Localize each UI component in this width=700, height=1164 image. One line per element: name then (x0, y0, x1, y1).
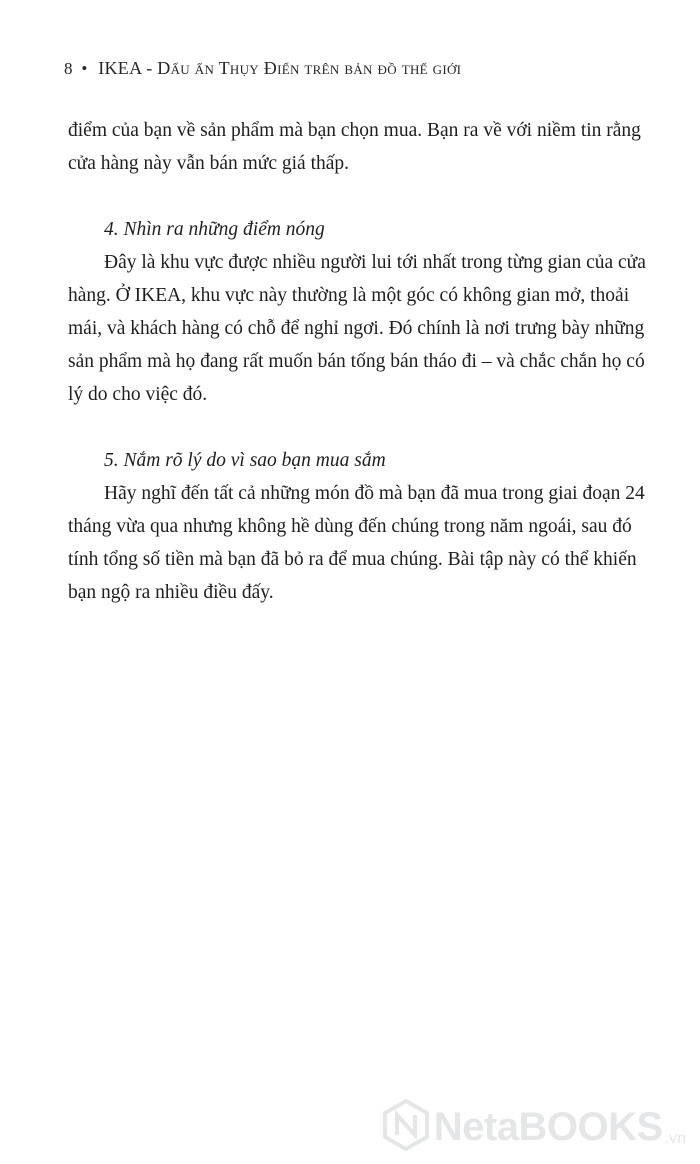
page-body (68, 114, 660, 609)
section-heading-5: 5. Nắm rõ lý do vì sao bạn mua sắm (104, 450, 386, 471)
hexagon-n-logo-icon (382, 1099, 430, 1156)
page-number: 8 (64, 59, 73, 78)
section-heading-4: 4. Nhìn ra những điểm nóng (104, 219, 325, 240)
paragraph-hotspots: Đây là khu vực được nhiều người lui tới nhất trong từng gian của cửa hàng. Ở IKEA, khu vực này thường là một góc có không gian mở, thoải mái, và khách hàng có chỗ để nghỉ ngơi. Đó chính là nơi trưng bày những sản phẩm mà họ đang rất muốn bán tống bán tháo đi – và chắc chắn họ có lý do cho việc đó. (68, 252, 646, 405)
running-header (64, 58, 461, 79)
header-separator: • (81, 59, 88, 78)
watermark-brand: NetaBOOKS (433, 1105, 663, 1149)
chapter-title: IKEA - Dấu ấn Thụy Điển trên bản đồ thế giới (98, 58, 462, 78)
watermark-suffix: .vn (664, 1130, 686, 1147)
paragraph-shopping-reasons: Hãy nghĩ đến tất cả những món đồ mà bạn đã mua trong giai đoạn 24 tháng vừa qua nhưng không hề dùng đến chúng trong năm ngoái, sau đó tính tổng số tiền mà bạn đã bỏ ra để mua chúng. Bài tập này có thể khiến bạn ngộ ra nhiều điều đấy. (68, 483, 645, 603)
paragraph-continued: điểm của bạn về sản phẩm mà bạn chọn mua. Bạn ra về với niềm tin rằng cửa hàng này vẫn bán mức giá thấp. (68, 120, 641, 174)
watermark (382, 1099, 686, 1156)
